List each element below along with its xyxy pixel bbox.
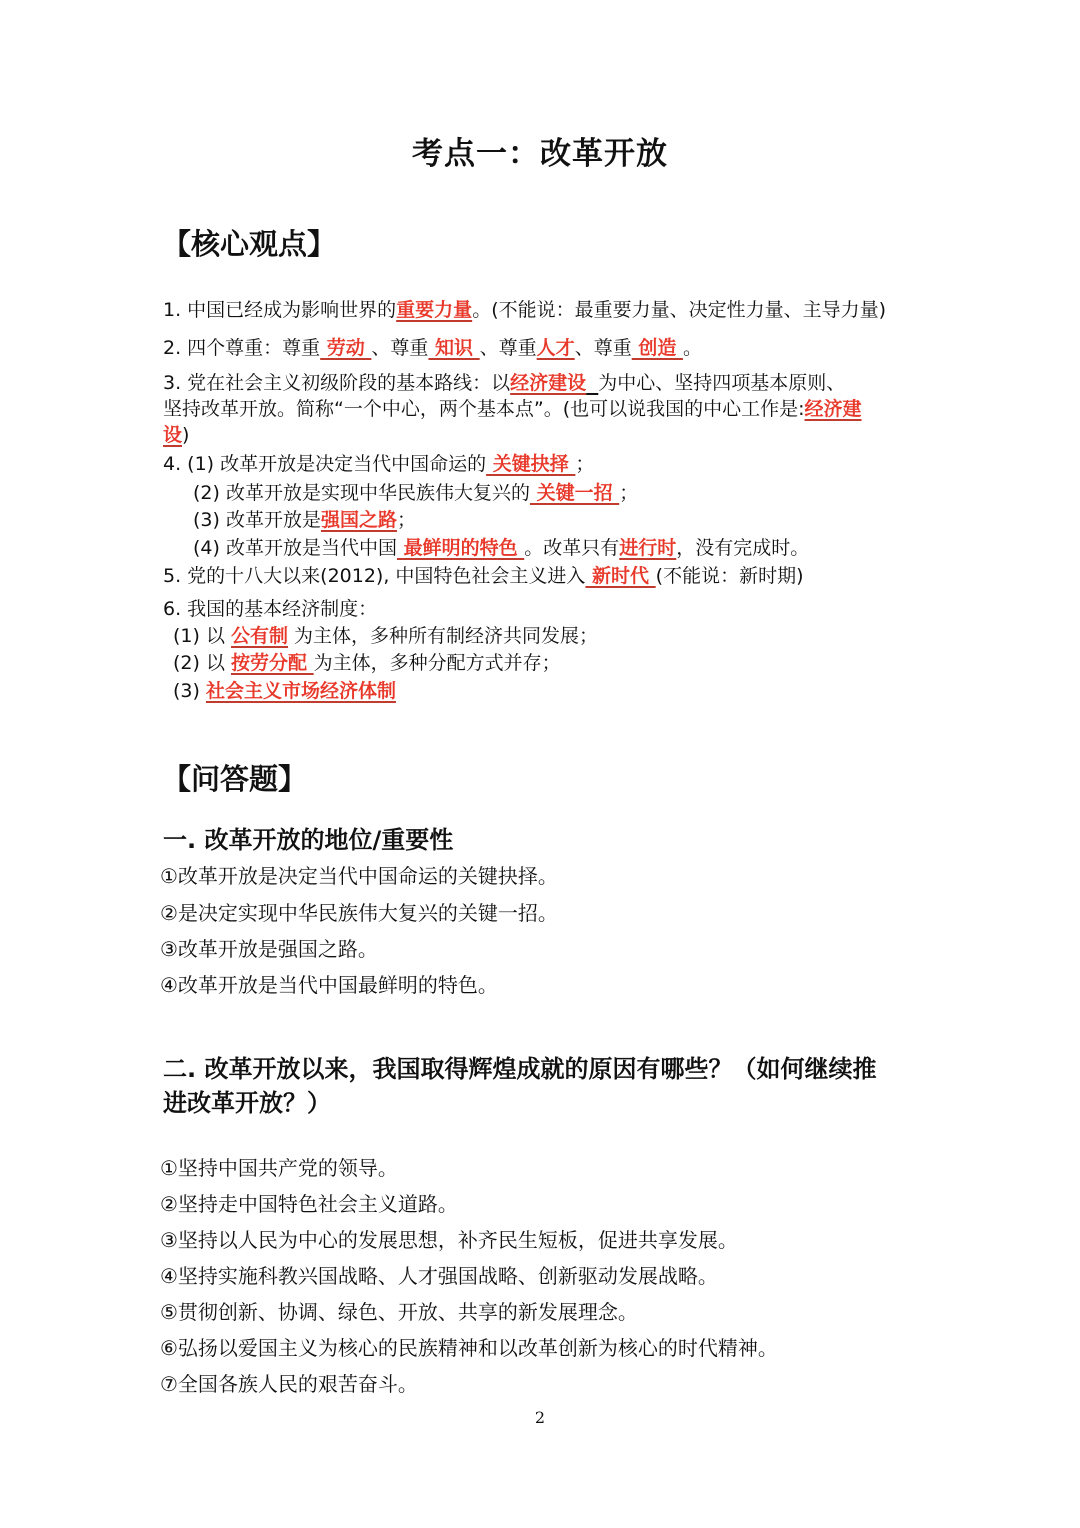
list-item: ①改革开放是决定当代中国命运的关键抉择。 [160, 864, 558, 888]
list-item: ①坚持中国共产党的领导。 [160, 1156, 398, 1180]
core-point-4c [193, 507, 416, 533]
answer-blank: 创造 [631, 337, 683, 359]
text: 、尊重 [574, 337, 632, 359]
core-point-6c [173, 678, 396, 704]
answer-blank: 公有制 [231, 625, 289, 647]
answer-blank: 关键抉择 [486, 453, 576, 475]
text: (3) [173, 680, 206, 702]
answer-blank: 知识 [428, 337, 480, 359]
answer-blank: 人才 [536, 337, 575, 359]
list-item: ③坚持以人民为中心的发展思想，补齐民生短板，促进共享发展。 [160, 1228, 738, 1252]
core-point-6b [173, 650, 561, 676]
text: (2) 以 [173, 652, 231, 674]
answer-blank: 劳动 [320, 337, 372, 359]
answer-blank: 最鲜明的特色 [396, 537, 525, 559]
text: (1) 以 [173, 625, 231, 647]
text: 1. 中国已经成为影响世界的 [163, 299, 397, 321]
core-point-1 [163, 297, 886, 323]
answer-blank: 按劳分配 [231, 652, 314, 674]
text: (4) 改革开放是当代中国 [193, 537, 397, 559]
answer-blank: 强国之路 [320, 509, 397, 531]
text: 为主体，多种分配方式并存； [313, 652, 561, 674]
answer-blank: 经济建设 [510, 372, 587, 394]
core-point-4b [193, 480, 638, 506]
text: ) [182, 424, 190, 446]
text: 。(不能说：最重要力量、决定性力量、主导力量) [472, 299, 887, 321]
answer-blank: 关键一招 [529, 482, 620, 504]
text: 。 [682, 337, 702, 359]
list-item: ③改革开放是强国之路。 [160, 937, 378, 961]
page-title: 考点一：改革开放 [412, 136, 668, 172]
list-item: ⑦全国各族人民的艰苦奋斗。 [160, 1372, 418, 1396]
text: ； [575, 453, 595, 475]
blank-underline [586, 372, 598, 394]
text: (不能说：新时期) [655, 565, 804, 587]
text: (2) 改革开放是实现中华民族伟大复兴的 [193, 482, 530, 504]
text: 为主体，多种所有制经济共同发展； [288, 625, 599, 647]
list-item: ⑥弘扬以爱国主义为核心的民族精神和以改革创新为核心的时代精神。 [160, 1336, 778, 1360]
list-item: ④坚持实施科教兴国战略、人才强国战略、创新驱动发展战略。 [160, 1264, 718, 1288]
core-point-6: 6. 我国的基本经济制度： [163, 598, 378, 620]
core-heading: 【核心观点】 [162, 227, 337, 261]
answer-blank: 社会主义市场经济体制 [205, 680, 396, 702]
text: (3) 改革开放是 [193, 509, 321, 531]
text: 、尊重 [479, 337, 537, 359]
text: 。改革只有 [524, 537, 620, 559]
core-point-2 [163, 335, 702, 361]
core-point-6a [173, 623, 598, 649]
answer-blank: 进行时 [619, 537, 677, 559]
answer-blank: 重要力量 [396, 299, 473, 321]
text: 为中心、坚持四项基本原则、 [598, 372, 846, 394]
list-item: ②坚持走中国特色社会主义道路。 [160, 1192, 458, 1216]
qa-heading: 【问答题】 [162, 762, 308, 796]
question-2-title-line-1: 二. 改革开放以来，我国取得辉煌成就的原因有哪些？（如何继续推 [163, 1055, 877, 1083]
text: 、尊重 [371, 337, 429, 359]
core-point-3-end [163, 422, 189, 448]
list-item: ④改革开放是当代中国最鲜明的特色。 [160, 973, 498, 997]
list-item: ②是决定实现中华民族伟大复兴的关键一招。 [160, 901, 558, 925]
core-point-4a [163, 451, 594, 477]
question-1-title: 一. 改革开放的地位/重要性 [163, 826, 454, 854]
answer-blank: 设 [163, 424, 183, 446]
list-item: ⑤贯彻创新、协调、绿色、开放、共享的新发展理念。 [160, 1300, 638, 1324]
answer-blank: 新时代 [585, 565, 656, 587]
text: ； [396, 509, 416, 531]
core-point-3-cont [163, 396, 862, 422]
core-point-3 [163, 370, 845, 396]
text: 4. (1) 改革开放是决定当代中国命运的 [163, 453, 487, 475]
text: 坚持改革开放。简称“一个中心，两个基本点”。(也可以说我国的中心工作是: [163, 398, 805, 420]
core-point-4d [193, 535, 809, 561]
text: 2. 四个尊重：尊重 [163, 337, 321, 359]
core-point-5 [163, 563, 804, 589]
question-2-title-line-2: 进改革开放？） [163, 1089, 331, 1117]
answer-blank: 经济建 [804, 398, 862, 420]
text: ； [619, 482, 639, 504]
page-number: 2 [534, 1408, 546, 1427]
text: 5. 党的十八大以来(2012), 中国特色社会主义进入 [163, 565, 586, 587]
text: ，没有完成时。 [676, 537, 810, 559]
text: 3. 党在社会主义初级阶段的基本路线：以 [163, 372, 511, 394]
